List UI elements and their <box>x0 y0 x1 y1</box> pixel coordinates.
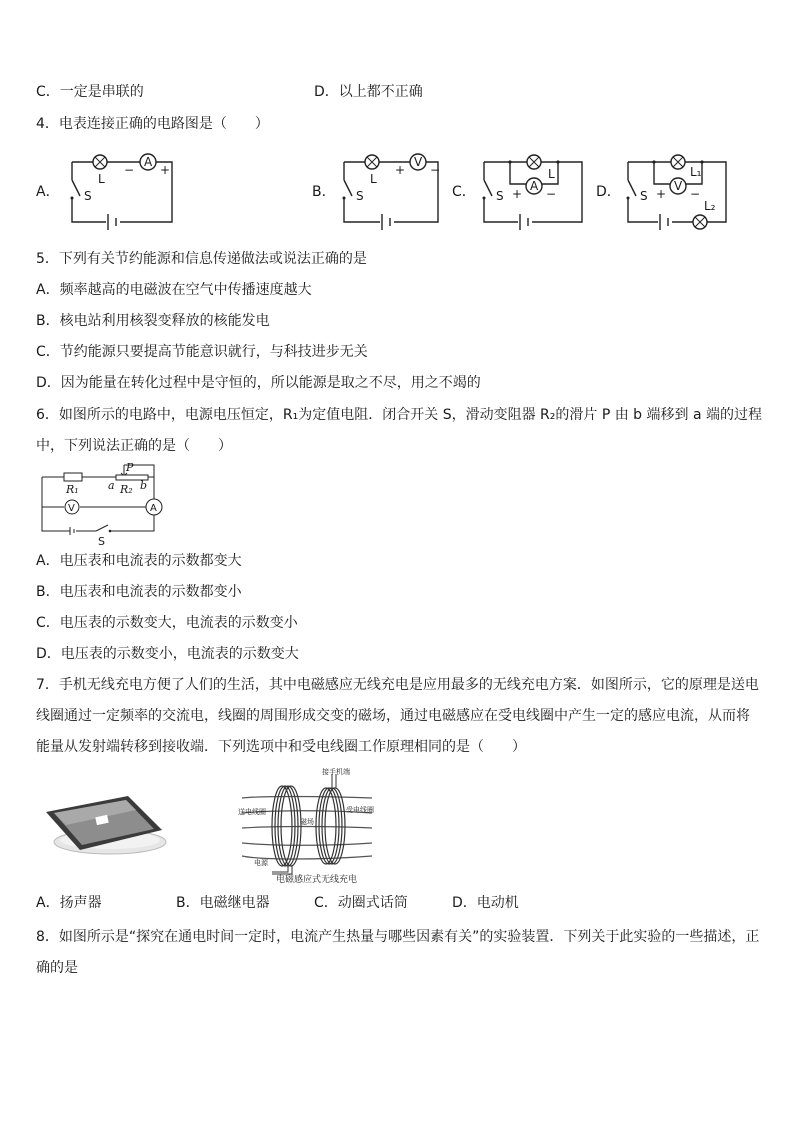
q4-option-b-label: B． <box>312 184 336 200</box>
switch-label: S <box>496 189 504 203</box>
q6-stem-line-1: 6．如图所示的电路中，电源电压恒定，R₁为定值电阻．闭合开关 S，滑动变阻器 R₂的滑片 P 由 b 端移到 a 端的过程 <box>36 407 762 423</box>
voltmeter-symbol: V <box>674 179 683 193</box>
lamp-2-label: L₂ <box>704 199 716 213</box>
q6-option-d: D．电压表的示数变小，电流表的示数变大 <box>36 646 299 662</box>
end-a-label: a <box>108 479 115 492</box>
q7-option-c: C．动圈式话筒 <box>314 895 408 911</box>
lamp-label: L <box>548 167 555 181</box>
q4-circuit-b <box>332 150 447 230</box>
voltmeter-symbol: V <box>68 503 75 514</box>
q7-option-b: B．电磁继电器 <box>176 895 270 911</box>
q5-option-d: D．因为能量在转化过程中是守恒的，所以能源是取之不尽，用之不竭的 <box>36 375 481 391</box>
q7-option-a: A．扬声器 <box>36 895 102 911</box>
q7-stem-line-2: 线圈通过一定频率的交流电，线圈的周围形成交变的磁场，通过电磁感应在受电线圈中产生一定的感应电流，从而将 <box>36 708 750 724</box>
q5-option-c: C．节约能源只要提高节能意识就行，与科技进步无关 <box>36 344 368 360</box>
r2-label: R₂ <box>120 483 133 496</box>
q8-stem-line-2: 确的是 <box>36 960 78 976</box>
q4-stem: 4．电表连接正确的电路图是（ ） <box>36 116 269 132</box>
q5-option-b: B．核电站利用核裂变释放的核能发电 <box>36 313 270 329</box>
q6-circuit-diagram <box>36 461 166 548</box>
switch-label: S <box>84 189 92 203</box>
q6-option-c: C．电压表的示数变大，电流表的示数变小 <box>36 615 298 631</box>
q5-option-a: A．频率越高的电磁波在空气中传播速度越大 <box>36 282 312 298</box>
q6-option-b: B．电压表和电流表的示数都变小 <box>36 584 242 600</box>
q7-stem-line-3: 能量从发射端转移到接收端．下列选项中和受电线圈工作原理相同的是（ ） <box>36 739 526 755</box>
plus-sign: + <box>160 163 171 177</box>
power-source-label: 电源 <box>254 859 268 867</box>
switch-label: S <box>356 189 364 203</box>
magnetic-field-label: 磁场 <box>300 818 314 826</box>
q4-option-d-label: D． <box>596 184 621 200</box>
r1-label: R₁ <box>66 483 79 496</box>
plus-sign: + <box>512 187 523 201</box>
lamp-label: L <box>98 172 105 186</box>
plus-sign: + <box>395 163 406 177</box>
q7-option-d: D．电动机 <box>452 895 519 911</box>
phone-on-charger-image <box>40 790 170 860</box>
figure-caption: 电磁感应式无线充电 <box>276 875 358 885</box>
voltmeter-symbol: V <box>414 155 423 169</box>
r1-resistor-icon <box>64 473 82 481</box>
q6-stem-line-2: 中，下列说法正确的是（ ） <box>36 438 232 454</box>
end-b-label: b <box>140 479 148 492</box>
ammeter-symbol: A <box>530 179 539 193</box>
receive-coil-label: 受电线圈 <box>346 806 374 814</box>
q3-option-d: D．以上都不正确 <box>314 84 423 100</box>
q4-circuit-a <box>60 150 180 230</box>
switch-label: S <box>640 189 648 203</box>
q4-circuit-c <box>474 150 589 230</box>
q6-option-a: A．电压表和电流表的示数都变大 <box>36 553 242 569</box>
minus-sign: − <box>546 187 557 201</box>
plus-sign: + <box>656 187 667 201</box>
minus-sign: − <box>690 187 701 201</box>
q4-circuit-d <box>618 150 733 230</box>
minus-sign: − <box>430 163 441 177</box>
ammeter-symbol: A <box>144 155 153 169</box>
minus-sign: − <box>124 163 135 177</box>
lamp-1-label: L₁ <box>690 165 702 179</box>
phone-side-label: 接手机端 <box>322 768 350 776</box>
ammeter-symbol: A <box>150 503 157 514</box>
switch-label: S <box>98 535 105 548</box>
send-coil-label: 送电线圈 <box>238 808 266 816</box>
q7-stem-line-1: 7．手机无线充电方便了人们的生活，其中电磁感应无线充电是应用最多的无线充电方案．如图所示，它的原理是送电 <box>36 677 759 693</box>
q4-option-a-label: A． <box>36 184 60 200</box>
q5-stem: 5．下列有关节约能源和信息传递做法或说法正确的是 <box>36 251 367 267</box>
q4-option-c-label: C． <box>452 184 476 200</box>
slider-p-label: P <box>126 461 134 474</box>
q8-stem-line-1: 8．如图所示是“探究在通电时间一定时，电流产生热量与哪些因素有关”的实验装置．下列关于此实验的一些描述，正 <box>36 929 760 945</box>
q3-option-c: C．一定是串联的 <box>36 84 144 100</box>
lamp-label: L <box>370 172 377 186</box>
wireless-charging-coils-figure <box>232 768 382 886</box>
